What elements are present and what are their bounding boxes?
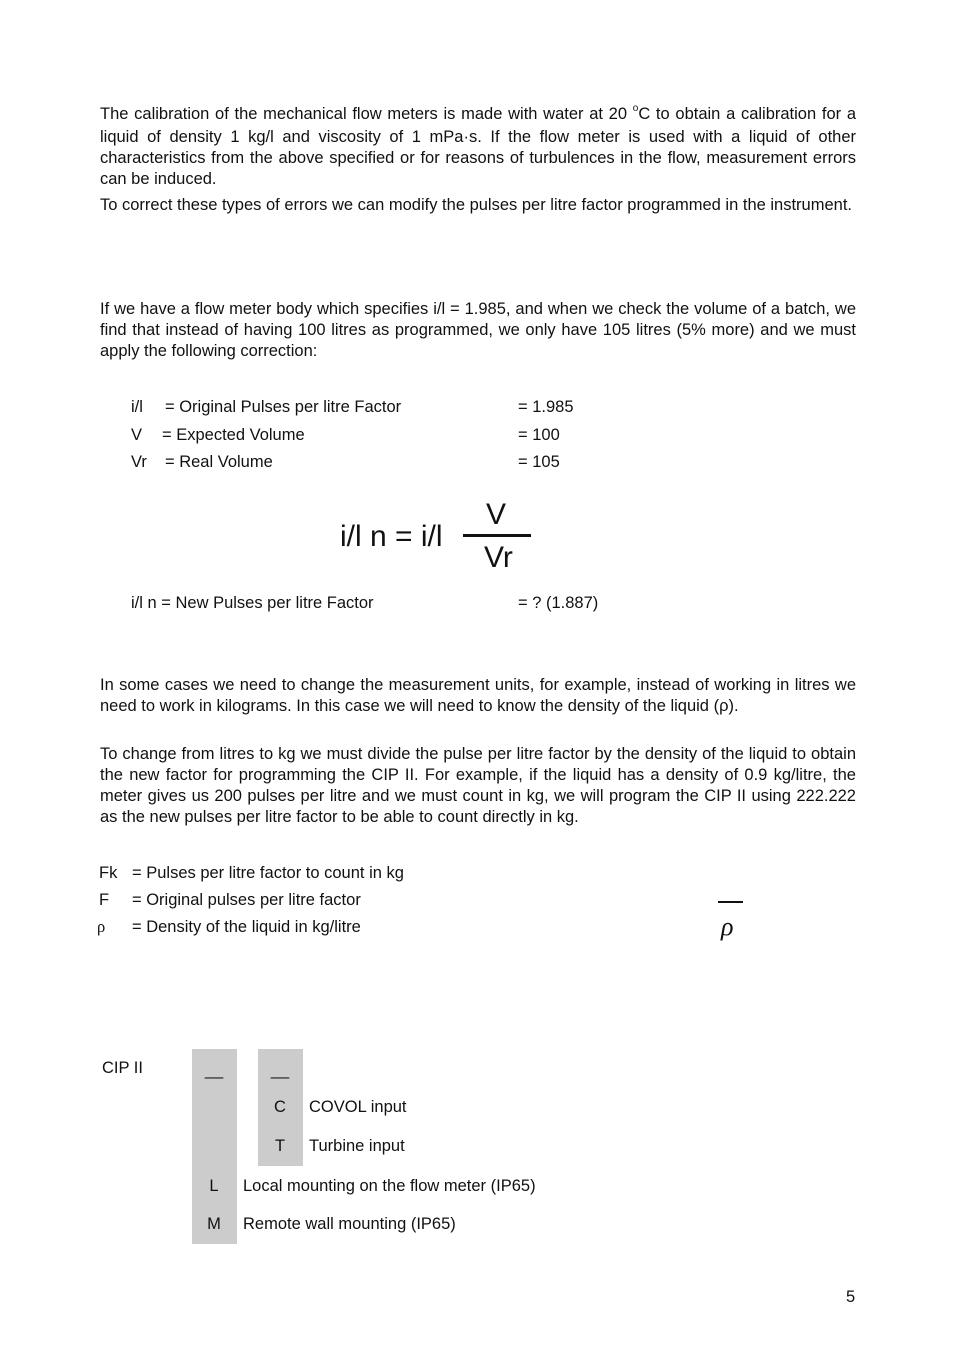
kg-formula-denominator: ρ — [721, 912, 734, 941]
mounting-label-remote: Remote wall mounting (IP65) — [243, 1215, 456, 1233]
product-name: CIP II — [102, 1059, 143, 1077]
input-code-t: T — [274, 1137, 286, 1155]
intro-paragraph-2: To correct these types of errors we can modify the pulses per litre factor programmed in the instrument. — [100, 196, 852, 214]
kg-fraction-bar — [718, 901, 743, 903]
kg-def-desc-fk: = Pulses per litre factor to count in kg — [132, 864, 404, 882]
intro-paragraph-1: The calibration of the mechanical flow meters is made with water at 20 $^o$C to obtain a calibration for a liquid of density 1 kg/l and viscosity of 1 mPa·s. If the flow meter is used with a liquid of other characteristics from the above specified or for reasons of turbulences in the flow, measurement errors can be induced. — [100, 103, 856, 188]
kg-def-desc-rho: = Density of the liquid in kg/litre — [132, 918, 361, 936]
def-sym-vr: Vr — [131, 453, 147, 471]
kg-def-sym-f: F — [99, 891, 110, 909]
kg-def-sym-rho: ρ — [97, 917, 106, 936]
formula-denominator: Vr — [484, 541, 513, 574]
mounting-code-l: L — [209, 1177, 219, 1195]
input-code-c: C — [274, 1098, 286, 1116]
kg-def-sym-fk: Fk — [99, 864, 118, 882]
example-paragraph: If we have a flow meter body which specifies i/l = 1.985, and when we check the volume of a batch, we find that instead of having 100 litres as programmed, we only have 105 litres (5% more) and we must apply the following correction: — [100, 300, 856, 360]
def-desc-vr: = Real Volume — [165, 453, 273, 471]
mounting-code-m: M — [207, 1215, 221, 1233]
def-desc-v: = Expected Volume — [162, 426, 305, 444]
mounting-label-local: Local mounting on the flow meter (IP65) — [243, 1177, 536, 1195]
formula-lhs: i/l n = i/l — [340, 520, 443, 553]
result-desc: i/l n = New Pulses per litre Factor — [131, 594, 374, 612]
kg-def-desc-f: = Original pulses per litre factor — [132, 891, 361, 909]
formula-numerator: V — [486, 498, 507, 531]
input-label-turbine: Turbine input — [309, 1137, 405, 1155]
units-paragraph-1: In some cases we need to change the measurement units, for example, instead of working in litres we need to work in kilograms. In this case we will need to know the density of the liquid (ρ). — [100, 676, 856, 715]
def-val-vr: = 105 — [518, 453, 560, 471]
mounting-code-blank: __ — [204, 1061, 224, 1079]
def-sym-il: i/l — [131, 398, 143, 416]
input-code-blank: __ — [270, 1061, 290, 1079]
input-label-covol: COVOL input — [309, 1098, 407, 1116]
units-paragraph-2: To change from litres to kg we must divide the pulse per litre factor by the density of the liquid to obtain the new factor for programming the CIP II. For example, if the liquid has a density of 0.9 kg/litre, the meter gives us 200 pulses per litre and we must count in kg, we will program the CIP II using 222.222 as the new pulses per litre factor to be able to count directly in kg. — [100, 745, 856, 826]
def-desc-il: = Original Pulses per litre Factor — [165, 398, 402, 416]
result-value: = ? (1.887) — [518, 594, 599, 612]
fraction-bar — [463, 534, 531, 537]
def-val-v: = 100 — [518, 426, 560, 444]
def-val-il: = 1.985 — [518, 398, 574, 416]
page-number: 5 — [846, 1288, 856, 1306]
def-sym-v: V — [131, 426, 143, 444]
